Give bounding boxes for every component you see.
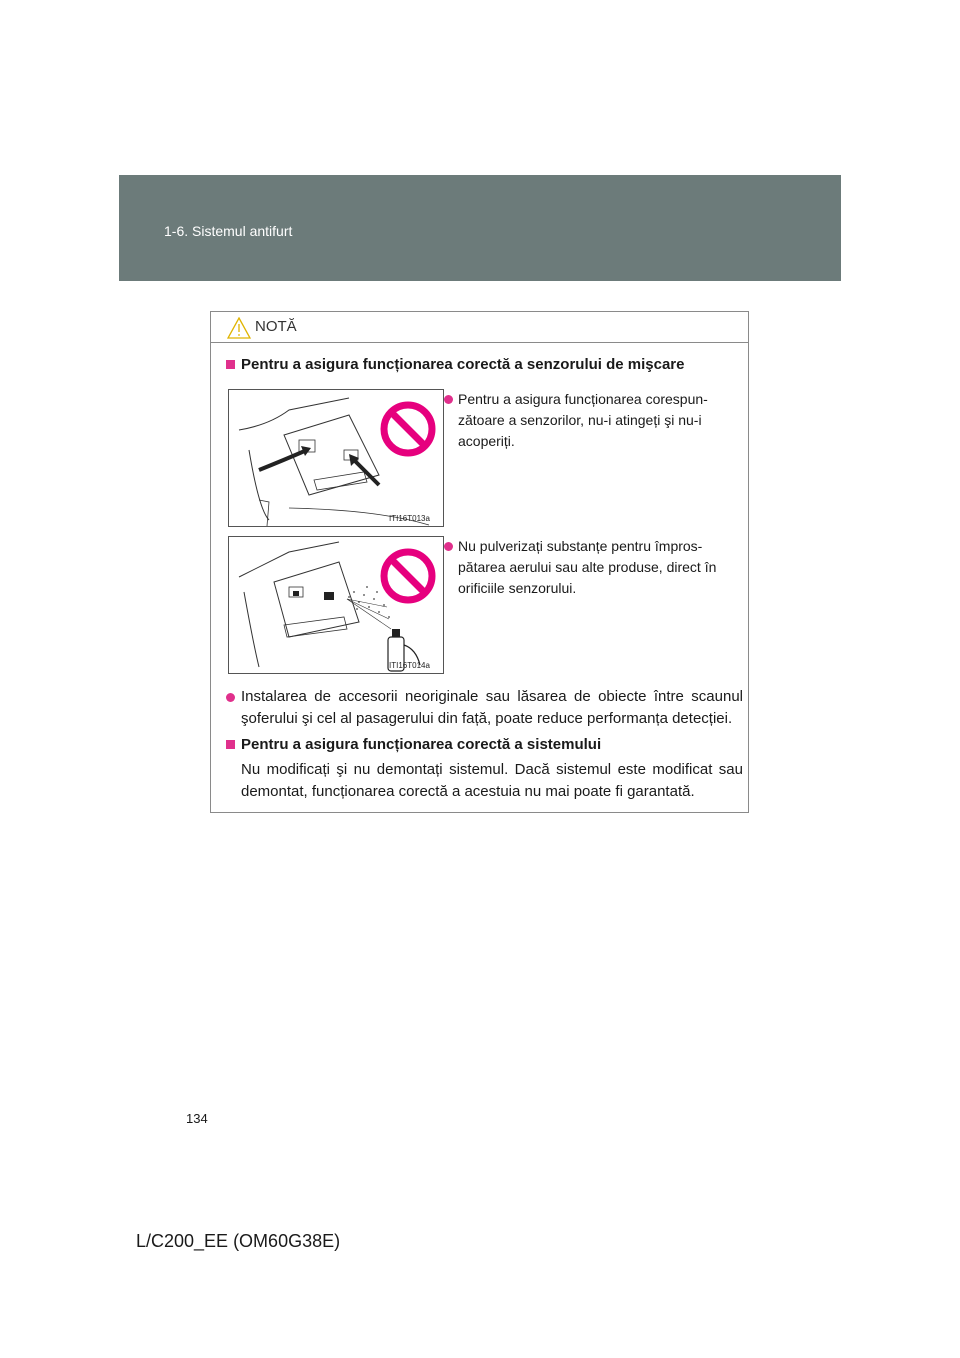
spray-warning-line: Nu pulverizați substanțe pentru împros-: [458, 538, 703, 554]
spray-warning-line: orificiile senzorului.: [458, 580, 577, 596]
note-title: NOTĂ: [255, 318, 297, 335]
spray-warning-text: [458, 536, 743, 599]
document-code: L/C200_EE (OM60G38E): [136, 1231, 341, 1251]
prohibition-icon: [379, 400, 437, 458]
system-text: Nu modificați şi nu demontați sistemul. Dacă sistemul este modificat sau demontat, funcționarea corectă a acestuia nu mai poate fi garantată.: [241, 761, 743, 800]
square-bullet-icon: [226, 360, 235, 369]
warning-icon: [227, 317, 251, 339]
illustration-sensor-touch: [228, 389, 444, 527]
dot-bullet-icon: [444, 542, 453, 551]
note-box: [210, 311, 749, 813]
illustration-code: ITI16T014a: [389, 661, 430, 670]
system-heading: Pentru a asigura funcționarea corectă a sistemului: [241, 736, 602, 753]
spray-warning-line: pătarea aerului sau alte produse, direct în: [458, 559, 717, 575]
page-number: 134: [186, 1111, 208, 1126]
illustration-sensor-spray: [228, 536, 444, 674]
sensor-touch-line: Pentru a asigura funcționarea corespun-: [458, 391, 708, 407]
section-title: 1-6. Sistemul antifurt: [164, 223, 293, 239]
illustration-code: ITI16T013a: [389, 514, 430, 523]
dot-bullet-icon: [226, 693, 235, 702]
motion-sensor-heading: Pentru a asigura funcționarea corectă a senzorului de mişcare: [241, 356, 685, 373]
note-header: [211, 312, 748, 343]
sensor-touch-text: [458, 389, 743, 452]
sensor-touch-line: zătoare a senzorilor, nu-i atingeți şi nu-i: [458, 412, 702, 428]
prohibition-icon: [379, 547, 437, 605]
sensor-touch-line: acoperiți.: [458, 433, 515, 449]
accessories-warning-text: Instalarea de accesorii neoriginale sau lăsarea de obiecte între scaunul şoferului şi cel al pasagerului din față, poate reduce performanța detecției.: [241, 688, 743, 727]
dot-bullet-icon: [444, 395, 453, 404]
square-bullet-icon: [226, 740, 235, 749]
